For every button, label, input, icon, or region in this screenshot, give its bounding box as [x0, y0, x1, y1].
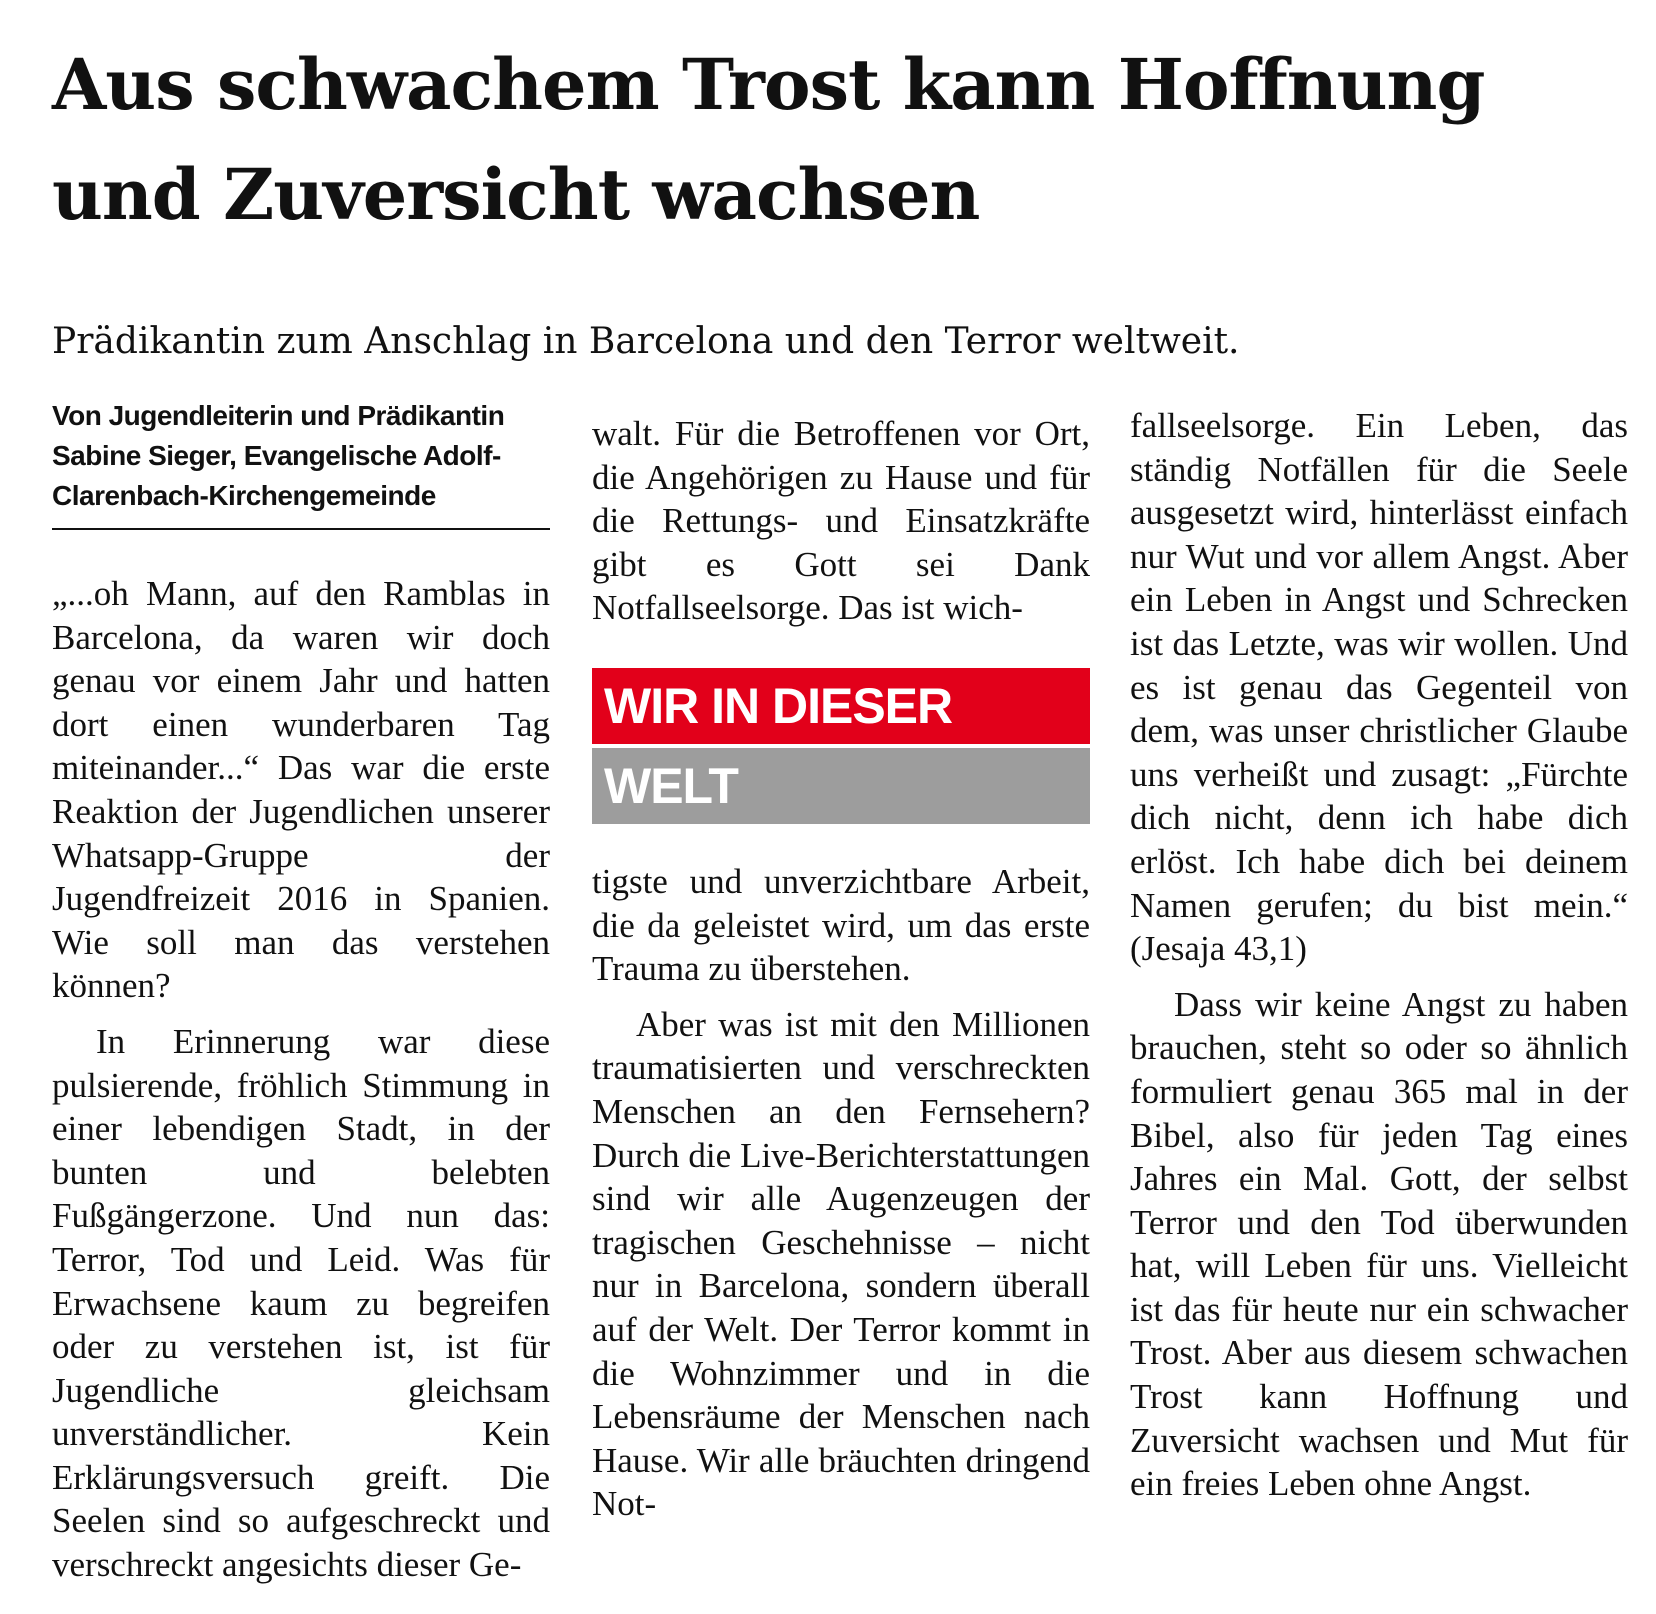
subheadline: Prädikantin zum Anschlag in Barcelona und den Terror weltweit.: [52, 321, 1240, 362]
column-2: [592, 412, 1090, 1526]
paragraph: In Erinnerung war diese pulsierende, fröhlich Stimmung in einer lebendigen Stadt, in der bunten und belebten Fußgängerzone. Und nun das: Terror, Tod und Leid. Was für Erwachsene kaum zu begreifen oder zu verstehen ist, ist für Jugendliche gleichsam unverständlicher. Kein Erklärungsversuch greift. Die Seelen sind so aufgeschreckt und verschreckt angesichts dieser Ge-: [52, 1021, 550, 1585]
rubric-line-1: WIR IN DIESER: [592, 668, 1090, 744]
headline: Aus schwachem Trost kann Hoffnung und Zuversicht wachsen: [52, 43, 1485, 236]
paragraph: walt. Für die Betroffenen vor Ort, die Angehörigen zu Hause und für die Rettungs- und Einsatzkräfte gibt es Gott sei Dank Notfallseelsorge. Das ist wich-: [592, 414, 1090, 628]
column-1: [52, 396, 550, 1587]
rubric-line-2: WELT: [592, 748, 1090, 824]
paragraph: Dass wir keine Angst zu haben brauchen, steht so oder so ähnlich formuliert genau 365 mal in der Bibel, also für jeden Tag eines Jahres ein Mal. Gott, der selbst Terror und den Tod überwunden hat, will Leben für uns. Vielleicht ist das für heute nur ein schwacher Trost. Aber aus diesem schwachen Trost kann Hoffnung und Zuversicht wachsen und Mut für ein freies Leben ohne Angst.: [1130, 984, 1628, 1504]
paragraph: fallseelsorge. Ein Leben, das ständig Notfällen für die Seele ausgesetzt wird, hinterlässt einfach nur Wut und vor allem Angst. Aber ein Leben in Angst und Schrecken ist das Letzte, was wir wollen. Und es ist genau das Gegenteil von dem, was unser christlicher Glaube uns verheißt und zusagt: „Fürchte dich nicht, denn ich habe dich erlöst. Ich habe dich bei deinem Namen gerufen; du bist mein.“ (Jesaja 43,1): [1130, 406, 1628, 969]
rubric-box: [592, 668, 1090, 824]
paragraph: „...oh Mann, auf den Ramblas in Barcelona, da waren wir doch genau vor einem Jahr und hatten dort einen wunderbaren Tag miteinander...“ Das war die erste Reaktion der Jugendlichen unserer Whatsapp-Gruppe der Jugendfreizeit 2016 in Spanien. Wie soll man das verstehen können?: [52, 574, 550, 1006]
paragraph: Aber was ist mit den Millionen traumatisierten und verschreckten Menschen an den Fernsehern? Durch die Live-Berichterstattungen sind wir alle Augenzeugen der tragischen Geschehnisse – nicht nur in Barcelona, sondern überall auf der Welt. Der Terror kommt in die Wohnzimmer und in die Lebensräume der Menschen nach Hause. Wir alle bräuchten dringend Not-: [592, 1004, 1090, 1524]
column-3: [1130, 404, 1628, 1506]
paragraph: tigste und unverzichtbare Arbeit, die da geleistet wird, um das erste Trauma zu überstehen.: [592, 861, 1090, 989]
byline: Von Jugendleiterin und Prädikantin Sabine Sieger, Evangelische Adolf-Clarenbach-Kirchengemeinde: [52, 396, 550, 530]
